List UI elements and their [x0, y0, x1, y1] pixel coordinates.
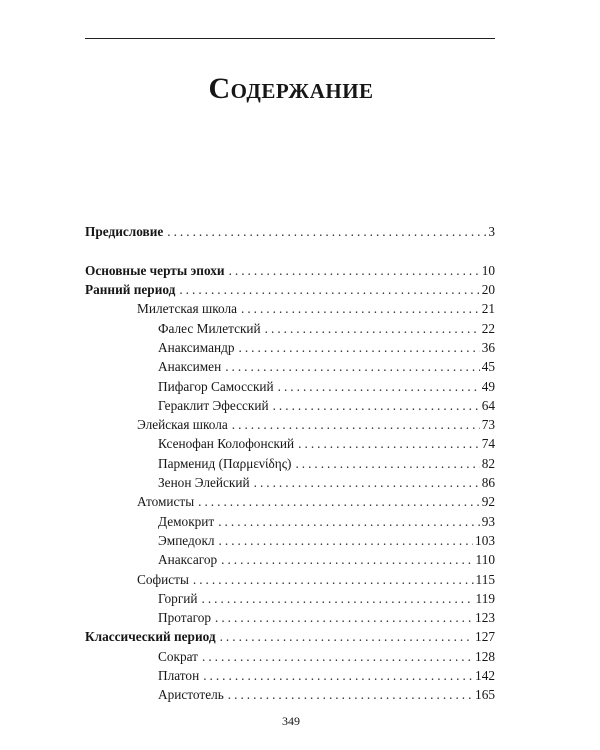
toc-entry-page: 93	[481, 514, 495, 529]
toc-entry-page: 73	[481, 417, 495, 432]
dot-leader	[232, 416, 480, 434]
toc-entry	[158, 609, 495, 627]
dot-leader	[202, 648, 473, 666]
toc-entry-label: Протагор	[158, 610, 212, 625]
dot-leader	[193, 571, 474, 589]
dot-leader	[241, 300, 480, 318]
toc-entry-label: Предисловие	[85, 224, 164, 239]
toc-entry	[85, 262, 495, 280]
toc-entry-label: Зенон Элейский	[158, 475, 250, 490]
toc-entry-label: Ксенофан Колофонский	[158, 436, 295, 451]
dot-leader	[198, 493, 480, 511]
toc-entry	[158, 667, 495, 685]
toc-entry-page: 142	[475, 668, 495, 683]
dot-leader	[215, 609, 473, 627]
toc-entry	[158, 397, 495, 415]
toc-entry-page: 165	[475, 687, 495, 702]
toc-entry-page: 22	[481, 321, 495, 336]
toc-entry	[158, 686, 495, 704]
toc-entry-page: 92	[481, 494, 495, 509]
dot-leader	[273, 397, 480, 415]
dot-leader	[220, 628, 473, 646]
toc-entry-page: 21	[481, 301, 495, 316]
toc-entry-page: 123	[475, 610, 495, 625]
dot-leader	[228, 686, 473, 704]
toc-entry-page: 127	[475, 629, 495, 644]
dot-leader	[225, 358, 480, 376]
toc-entry-page: 20	[481, 282, 495, 297]
toc-entry-label: Классический период	[85, 629, 216, 644]
toc-entry-page: 74	[481, 436, 495, 451]
toc-entry-label: Горгий	[158, 591, 198, 606]
dot-leader	[295, 455, 479, 473]
dot-leader	[218, 513, 479, 531]
toc-entry-page: 45	[481, 359, 495, 374]
dot-leader	[203, 667, 473, 685]
toc-entry-label: Сократ	[158, 649, 198, 664]
toc-entry	[158, 358, 495, 376]
dot-leader	[179, 281, 479, 299]
toc-entry	[137, 416, 495, 434]
toc-entry-label: Анаксимандр	[158, 340, 235, 355]
dot-leader	[167, 223, 486, 241]
page-title: Содержание	[208, 72, 374, 105]
toc-entry	[85, 628, 495, 646]
toc-entry-page: 103	[475, 533, 495, 548]
toc-entry-label: Фалес Милетский	[158, 321, 261, 336]
toc-entry-page: 82	[481, 456, 495, 471]
toc-entry	[158, 378, 495, 396]
toc-entry-label: Ранний период	[85, 282, 176, 297]
toc-entry-page: 128	[475, 649, 495, 664]
toc-entry	[158, 590, 495, 608]
toc-entry	[158, 513, 495, 531]
toc-entry-label: Пифагор Самосский	[158, 379, 274, 394]
toc-entry-label: Аристотель	[158, 687, 224, 702]
dot-leader	[219, 532, 474, 550]
dot-leader	[229, 262, 480, 280]
toc-entry-label: Атомисты	[137, 494, 195, 509]
toc-entry-label: Анаксимен	[158, 359, 222, 374]
toc-entry-page: 110	[475, 552, 495, 567]
dot-leader	[239, 339, 480, 357]
toc-entry-label: Парменид (Παρμενίδης)	[158, 456, 292, 471]
toc-entry-page: 10	[481, 263, 495, 278]
toc-entry-label: Анаксагор	[158, 552, 218, 567]
toc-entry-page: 36	[481, 340, 495, 355]
toc-entry-label: Милетская школа	[137, 301, 237, 316]
toc-entry-page: 3	[488, 224, 495, 239]
toc-entry	[137, 571, 495, 589]
toc-entry-page: 115	[475, 572, 495, 587]
toc-entry	[85, 281, 495, 299]
toc-entry-label: Софисты	[137, 572, 189, 587]
toc-entry	[137, 493, 495, 511]
toc-entry	[158, 455, 495, 473]
toc-entry-page: 86	[481, 475, 495, 490]
toc-entry	[158, 320, 495, 338]
toc-entry-label: Демокрит	[158, 514, 215, 529]
toc-entry	[137, 300, 495, 318]
dot-leader	[202, 590, 474, 608]
dot-leader	[278, 378, 480, 396]
toc-entry-label: Основные черты эпохи	[85, 263, 225, 278]
toc-entry	[158, 474, 495, 492]
dot-leader	[254, 474, 480, 492]
toc-entry-page: 64	[481, 398, 495, 413]
page-number: 349	[282, 714, 300, 728]
toc-entry-label: Элейская школа	[137, 417, 228, 432]
toc-entry	[158, 532, 495, 550]
toc-entry	[158, 339, 495, 357]
dot-leader	[265, 320, 480, 338]
toc-entry-page: 119	[475, 591, 495, 606]
toc-entry	[85, 223, 495, 241]
dot-leader	[298, 435, 480, 453]
toc-entry	[158, 648, 495, 666]
toc-entry	[158, 435, 495, 453]
dot-leader	[221, 551, 473, 569]
toc-entry-label: Эмпедокл	[158, 533, 215, 548]
toc-entry	[158, 551, 495, 569]
toc-entry-label: Гераклит Эфесский	[158, 398, 269, 413]
toc-entry-page: 49	[481, 379, 495, 394]
toc-entry-label: Платон	[158, 668, 200, 683]
